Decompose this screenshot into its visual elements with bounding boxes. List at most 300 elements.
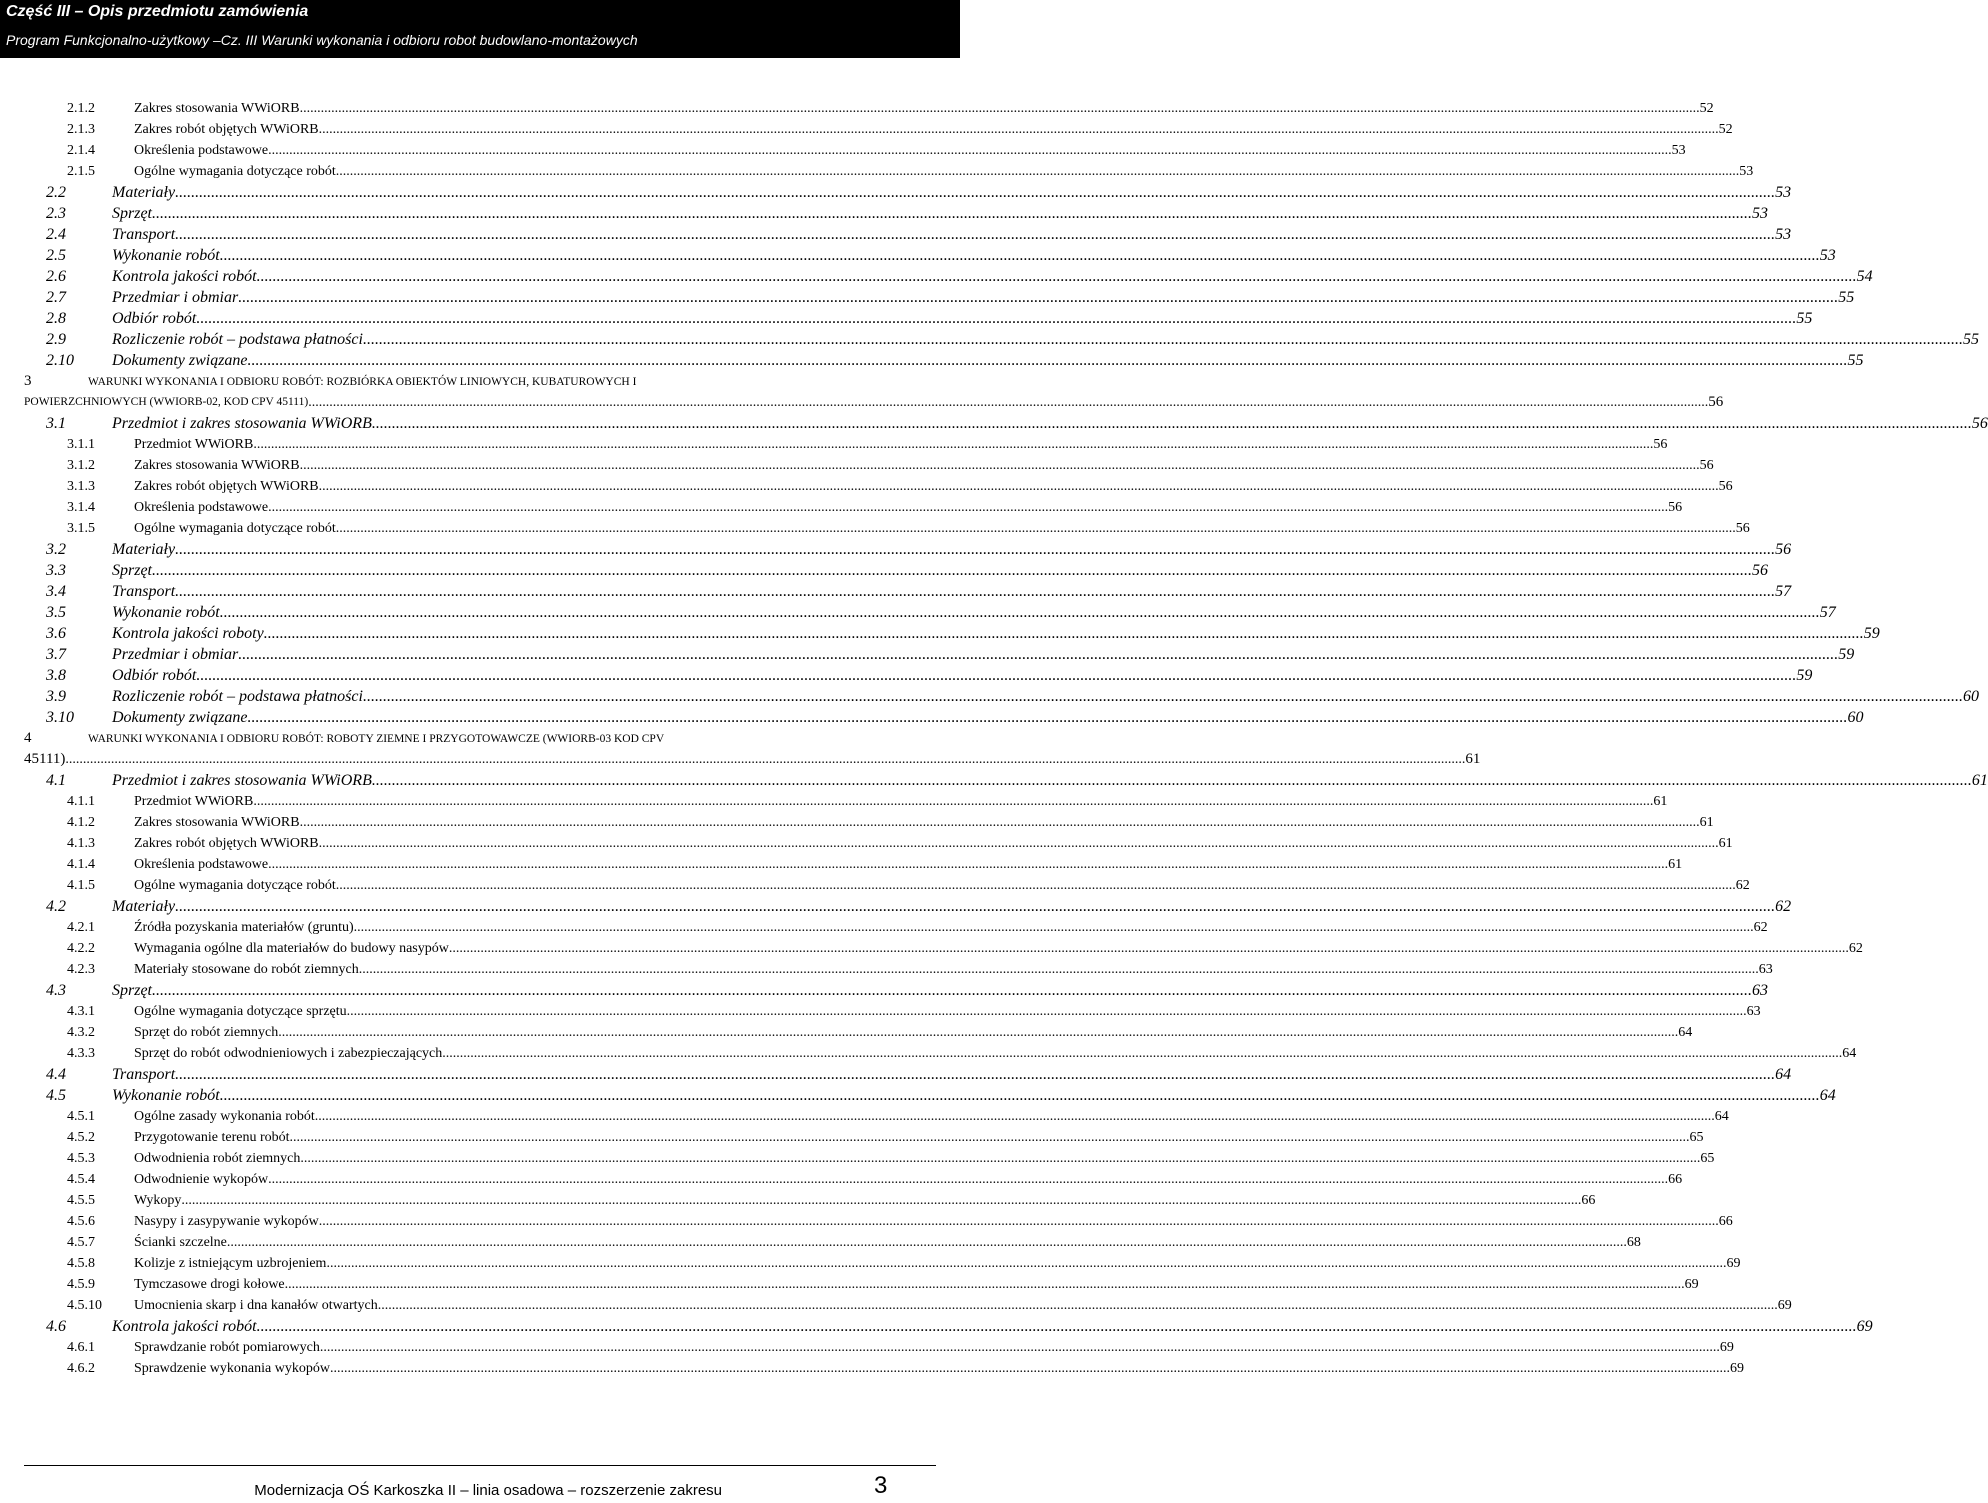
toc-entry-leader: ................................................................................................................................................................................................................................................................................................................................................................................................................ <box>278 1025 1679 1040</box>
toc-entry-page: 66 <box>1718 1214 1733 1229</box>
table-of-contents <box>0 98 1988 1379</box>
toc-entry-leader: ................................................................................................................................................................................................................................................................................................................................................................................................................ <box>346 1004 1747 1019</box>
toc-entry-text: Kontrola jakości robót <box>112 268 257 285</box>
toc-entry-leader: ................................................................................................................................................................................................................................................................................................................................................................................................................ <box>314 1109 1715 1124</box>
toc-entry-text: Rozliczenie robót – podstawa płatności <box>112 331 363 348</box>
toc-entry-text: Kolizje z istniejącym uzbrojeniem <box>134 1256 327 1271</box>
toc-entry-text: Ogólne zasady wykonania robót <box>134 1109 315 1124</box>
toc-entry-page: 63 <box>1746 1004 1761 1019</box>
toc-entry-text: Przygotowanie terenu robót <box>134 1130 290 1145</box>
toc-entry[interactable] <box>0 1253 1741 1274</box>
toc-entry-text: Kontrola jakości roboty <box>112 625 264 642</box>
toc-entry[interactable] <box>0 1127 1704 1148</box>
toc-entry-text: Sprzęt <box>112 562 152 579</box>
toc-entry-leader: ................................................................................................................................................................................................................................................................................................................................................................................................................ <box>65 752 1466 767</box>
toc-entry-text: Odbiór robót <box>112 310 197 327</box>
toc-entry-text: Przedmiar i obmiar <box>112 289 239 306</box>
toc-entry-text: Zakres robót objętych WWiORB <box>134 122 319 137</box>
toc-entry-page: 53 <box>1671 143 1686 158</box>
toc-entry[interactable] <box>0 980 1768 1001</box>
toc-entry[interactable] <box>0 413 1988 434</box>
toc-entry-number: 4.1.5 <box>67 878 95 893</box>
toc-entry[interactable] <box>0 182 1792 203</box>
toc-entry-page: 55 <box>1962 331 1979 348</box>
toc-entry-number: 4.5.10 <box>67 1298 102 1313</box>
toc-entry-text: Ogólne wymagania dotyczące sprzętu <box>134 1004 347 1019</box>
toc-entry[interactable] <box>0 770 1988 791</box>
toc-entry-page: 66 <box>1581 1193 1596 1208</box>
toc-entry-leader: ................................................................................................................................................................................................................................................................................................................................................................................................................ <box>284 1277 1685 1292</box>
toc-entry-text: Transport <box>112 583 176 600</box>
toc-entry-leader: ................................................................................................................................................................................................................................................................................................................................................................................................................ <box>196 667 1797 684</box>
toc-entry-text-continued: 45111) <box>24 751 66 767</box>
toc-entry-page: 53 <box>1819 247 1836 264</box>
toc-entry[interactable] <box>0 1106 1729 1127</box>
toc-entry-number: 2.1.3 <box>67 122 95 137</box>
toc-entry-number: 2.1.2 <box>67 101 95 116</box>
toc-entry-page: 55 <box>1796 310 1813 327</box>
toc-entry-text: Tymczasowe drogi kołowe <box>134 1277 285 1292</box>
toc-entry-page: 64 <box>1819 1087 1836 1104</box>
toc-entry[interactable] <box>0 119 1733 140</box>
toc-entry[interactable] <box>0 245 1836 266</box>
toc-entry-leader: ................................................................................................................................................................................................................................................................................................................................................................................................................ <box>268 500 1669 515</box>
toc-entry-number: 4.3 <box>46 982 66 999</box>
toc-entry-text: Materiały <box>112 898 176 915</box>
toc-entry-leader: ................................................................................................................................................................................................................................................................................................................................................................................................................ <box>329 1361 1730 1376</box>
toc-entry-page: 65 <box>1700 1151 1715 1166</box>
toc-entry-page: 64 <box>1842 1046 1857 1061</box>
toc-entry-leader: ................................................................................................................................................................................................................................................................................................................................................................................................................ <box>335 878 1736 893</box>
toc-entry-text: Zakres robót objętych WWiORB <box>134 836 319 851</box>
toc-entry-leader: ................................................................................................................................................................................................................................................................................................................................................................................................................ <box>362 331 1963 348</box>
toc-entry-number: 2.8 <box>46 310 66 327</box>
toc-entry-page: 64 <box>1714 1109 1729 1124</box>
toc-entry-text: Sprzęt do robót odwodnieniowych i zabezpieczających <box>134 1046 443 1061</box>
toc-entry[interactable] <box>0 518 1750 539</box>
toc-entry[interactable] <box>0 959 1773 980</box>
toc-entry-number: 4.5.1 <box>67 1109 95 1124</box>
toc-entry-number: 4.5.2 <box>67 1130 95 1145</box>
toc-entry-leader: ................................................................................................................................................................................................................................................................................................................................................................................................................ <box>318 1214 1719 1229</box>
toc-entry-page: 52 <box>1699 101 1714 116</box>
toc-entry-text: Wykonanie robót <box>112 604 220 621</box>
toc-entry[interactable] <box>0 917 1768 938</box>
toc-entry-number: 3.7 <box>46 646 66 663</box>
toc-entry-page: 59 <box>1796 667 1813 684</box>
toc-entry[interactable] <box>0 1190 1596 1211</box>
toc-entry-number: 2.3 <box>46 205 66 222</box>
toc-entry-text: Materiały <box>112 184 176 201</box>
toc-entry-text: Określenia podstawowe <box>134 857 269 872</box>
toc-entry-leader: ................................................................................................................................................................................................................................................................................................................................................................................................................ <box>238 646 1839 663</box>
toc-entry-text: Dokumenty związane <box>112 352 248 369</box>
toc-entry-page: 52 <box>1718 122 1733 137</box>
toc-entry-text: Przedmiot i zakres stosowania WWiORB <box>112 415 372 432</box>
toc-entry-leader: ................................................................................................................................................................................................................................................................................................................................................................................................................ <box>358 962 1759 977</box>
toc-entry-number: 4.6.2 <box>67 1361 95 1376</box>
toc-entry-number: 3.8 <box>46 667 66 684</box>
toc-entry-number: 4.3.1 <box>67 1004 95 1019</box>
toc-entry-number: 2.4 <box>46 226 66 243</box>
toc-entry-text: Transport <box>112 226 176 243</box>
toc-entry-text: Odwodnienie wykopów <box>134 1172 269 1187</box>
toc-entry-text: Wymagania ogólne dla materiałów do budowy nasypów <box>134 941 449 956</box>
toc-entry-number: 3.1.4 <box>67 500 95 515</box>
toc-entry-page: 56 <box>1653 437 1668 452</box>
toc-entry-number: 4.6 <box>46 1318 66 1335</box>
toc-entry-page: 61 <box>1971 772 1988 789</box>
toc-entry-number: 4.1.3 <box>67 836 95 851</box>
toc-entry-page: 60 <box>1962 688 1979 705</box>
toc-entry[interactable] <box>0 896 1792 917</box>
toc-entry-leader: ................................................................................................................................................................................................................................................................................................................................................................................................................ <box>271 143 1672 158</box>
toc-entry-number: 2.5 <box>46 247 66 264</box>
toc-entry-page: 61 <box>1653 794 1668 809</box>
toc-entry-page: 62 <box>1753 920 1768 935</box>
toc-entry-text: Przedmiot WWiORB <box>134 437 254 452</box>
toc-entry-leader: ................................................................................................................................................................................................................................................................................................................................................................................................................ <box>300 1151 1701 1166</box>
toc-entry-leader: ................................................................................................................................................................................................................................................................................................................................................................................................................ <box>308 395 1709 410</box>
toc-entry-text: Transport <box>112 1066 176 1083</box>
toc-entry[interactable] <box>0 161 1754 182</box>
toc-entry-leader: ................................................................................................................................................................................................................................................................................................................................................................................................................ <box>371 772 1972 789</box>
toc-entry[interactable] <box>0 728 1481 770</box>
toc-entry-number: 3 <box>24 373 32 389</box>
toc-entry-leader: ................................................................................................................................................................................................................................................................................................................................................................................................................ <box>219 247 1820 264</box>
toc-entry-leader: ................................................................................................................................................................................................................................................................................................................................................................................................................ <box>299 815 1700 830</box>
toc-entry-text: Zakres stosowania WWiORB <box>134 101 300 116</box>
toc-entry-text: Sprawdzanie robót pomiarowych <box>134 1340 320 1355</box>
toc-entry-page: 66 <box>1668 1172 1683 1187</box>
toc-entry[interactable] <box>0 224 1792 245</box>
toc-entry-leader: ................................................................................................................................................................................................................................................................................................................................................................................................................ <box>175 226 1776 243</box>
toc-entry-page: 62 <box>1735 878 1750 893</box>
toc-entry-text: Wykonanie robót <box>112 247 220 264</box>
toc-entry[interactable] <box>0 539 1792 560</box>
toc-entry-page: 59 <box>1838 646 1855 663</box>
toc-entry-number: 4.5.9 <box>67 1277 95 1292</box>
toc-entry[interactable] <box>0 203 1768 224</box>
toc-entry-leader: ................................................................................................................................................................................................................................................................................................................................................................................................................ <box>362 688 1963 705</box>
toc-entry-page: 53 <box>1775 226 1792 243</box>
toc-entry-number: 3.6 <box>46 625 66 642</box>
header-subtitle: Program Funkcjonalno-użytkowy –Cz. III Warunki wykonania i odbioru robot budowlano-montażowych <box>6 32 638 48</box>
toc-entry-number: 4.3.2 <box>67 1025 95 1040</box>
toc-entry-number: 2.10 <box>46 352 74 369</box>
toc-entry-number: 2.2 <box>46 184 66 201</box>
toc-entry-leader: ................................................................................................................................................................................................................................................................................................................................................................................................................ <box>339 164 1740 179</box>
toc-entry[interactable] <box>0 1064 1792 1085</box>
toc-entry-leader: ................................................................................................................................................................................................................................................................................................................................................................................................................ <box>152 562 1752 579</box>
toc-entry-text: Kontrola jakości robót <box>112 1318 257 1335</box>
toc-entry-page: 55 <box>1838 289 1855 306</box>
toc-entry-page: 57 <box>1819 604 1836 621</box>
toc-entry-number: 4.2.3 <box>67 962 95 977</box>
toc-entry-leader: ................................................................................................................................................................................................................................................................................................................................................................................................................ <box>175 1066 1776 1083</box>
toc-entry[interactable] <box>0 791 1668 812</box>
toc-entry[interactable] <box>0 329 1979 350</box>
toc-entry-leader: ................................................................................................................................................................................................................................................................................................................................................................................................................ <box>181 1193 1582 1208</box>
toc-entry-text: Ogólne wymagania dotyczące robót <box>134 878 336 893</box>
toc-entry[interactable] <box>0 623 1880 644</box>
toc-entry-number: 2.1.5 <box>67 164 95 179</box>
toc-entry-number: 4.1.4 <box>67 857 95 872</box>
toc-entry-text: Ogólne wymagania dotyczące robót <box>134 521 336 536</box>
toc-entry[interactable] <box>0 812 1714 833</box>
toc-entry-leader: ................................................................................................................................................................................................................................................................................................................................................................................................................ <box>247 709 1848 726</box>
toc-entry-leader: ................................................................................................................................................................................................................................................................................................................................................................................................................ <box>268 857 1669 872</box>
toc-entry-page: 69 <box>1719 1340 1734 1355</box>
toc-entry-leader: ................................................................................................................................................................................................................................................................................................................................................................................................................ <box>299 458 1700 473</box>
footer-rule <box>24 1465 936 1466</box>
toc-entry-page: 56 <box>1775 541 1792 558</box>
toc-entry-leader: ................................................................................................................................................................................................................................................................................................................................................................................................................ <box>256 1318 1857 1335</box>
toc-entry[interactable] <box>0 434 1668 455</box>
toc-entry-number: 4.1.1 <box>67 794 95 809</box>
toc-entry-number: 4 <box>24 730 32 746</box>
toc-entry-number: 4.1 <box>46 772 66 789</box>
toc-entry-text: Ścianki szczelne <box>134 1235 227 1250</box>
toc-entry-leader: ................................................................................................................................................................................................................................................................................................................................................................................................................ <box>326 1256 1727 1271</box>
toc-entry[interactable] <box>0 371 1724 413</box>
toc-entry-text: Materiały <box>112 541 176 558</box>
toc-entry[interactable] <box>0 1337 1734 1358</box>
toc-entry[interactable] <box>0 875 1750 896</box>
toc-entry-number: 3.3 <box>46 562 66 579</box>
toc-entry-text: Sprzęt do robót ziemnych <box>134 1025 279 1040</box>
toc-entry-number: 3.5 <box>46 604 66 621</box>
toc-entry-text: Ogólne wymagania dotyczące robót. <box>134 164 340 179</box>
toc-entry-leader: ................................................................................................................................................................................................................................................................................................................................................................................................................ <box>196 310 1797 327</box>
toc-entry-heading-line1 <box>24 371 636 393</box>
toc-entry-number: 3.1.2 <box>67 458 95 473</box>
toc-entry-text: Dokumenty związane <box>112 709 248 726</box>
toc-entry[interactable] <box>0 98 1714 119</box>
toc-entry-heading-line1 <box>24 728 664 750</box>
toc-entry-leader: ................................................................................................................................................................................................................................................................................................................................................................................................................ <box>319 1340 1720 1355</box>
toc-entry-text: WARUNKI WYKONANIA I ODBIORU ROBÓT: ROBOTY ZIEMNE I PRZYGOTOWAWCZE (WWIORB-03 KOD CPV <box>88 733 665 745</box>
toc-entry-number: 4.5.7 <box>67 1235 95 1250</box>
toc-entry-number: 3.1.1 <box>67 437 95 452</box>
toc-entry-number: 3.10 <box>46 709 74 726</box>
toc-entry-page: 61 <box>1465 751 1481 767</box>
toc-entry[interactable] <box>0 854 1683 875</box>
toc-entry-number: 3.2 <box>46 541 66 558</box>
toc-entry-leader: ................................................................................................................................................................................................................................................................................................................................................................................................................ <box>377 1298 1778 1313</box>
toc-entry-number: 4.5.3 <box>67 1151 95 1166</box>
toc-entry-number: 4.4 <box>46 1066 66 1083</box>
toc-entry-text: Sprzęt <box>112 982 152 999</box>
toc-entry[interactable] <box>0 1085 1836 1106</box>
toc-entry-number: 2.1.4 <box>67 143 95 158</box>
toc-entry-leader: ................................................................................................................................................................................................................................................................................................................................................................................................................ <box>353 920 1754 935</box>
toc-entry-text: Materiały stosowane do robót ziemnych <box>134 962 359 977</box>
toc-entry[interactable] <box>0 1148 1715 1169</box>
toc-entry-page: 69 <box>1684 1277 1699 1292</box>
toc-entry-leader: ................................................................................................................................................................................................................................................................................................................................................................................................................ <box>448 941 1849 956</box>
toc-entry-page: 62 <box>1775 898 1792 915</box>
toc-entry[interactable] <box>0 266 1873 287</box>
toc-entry[interactable] <box>0 287 1855 308</box>
toc-entry-page: 62 <box>1848 941 1863 956</box>
toc-entry-text: Określenia podstawowe. <box>134 143 272 158</box>
document-header <box>0 0 960 58</box>
toc-entry-leader: ................................................................................................................................................................................................................................................................................................................................................................................................................ <box>256 268 1857 285</box>
toc-entry[interactable] <box>0 1295 1792 1316</box>
toc-entry-leader: ................................................................................................................................................................................................................................................................................................................................................................................................................ <box>238 289 1839 306</box>
toc-entry[interactable] <box>0 644 1855 665</box>
toc-entry[interactable] <box>0 455 1714 476</box>
toc-entry-page: 53 <box>1752 205 1768 222</box>
toc-entry-number: 4.5.6 <box>67 1214 95 1229</box>
toc-entry-page: 56 <box>1718 479 1733 494</box>
toc-entry-number: 4.3.3 <box>67 1046 95 1061</box>
toc-entry-page: 69 <box>1729 1361 1744 1376</box>
toc-entry-leader: ................................................................................................................................................................................................................................................................................................................................................................................................................ <box>318 479 1719 494</box>
toc-entry[interactable] <box>0 350 1864 371</box>
toc-entry-number: 2.7 <box>46 289 66 306</box>
toc-entry-number: 4.5.4 <box>67 1172 95 1187</box>
toc-entry-text: WARUNKI WYKONANIA I ODBIORU ROBÓT: ROZBIÓRKA OBIEKTÓW LINIOWYCH, KUBATUROWYCH I <box>88 376 637 388</box>
toc-entry[interactable] <box>0 560 1768 581</box>
toc-entry-leader: ................................................................................................................................................................................................................................................................................................................................................................................................................ <box>175 898 1776 915</box>
toc-entry-text: Przedmiot i zakres stosowania WWiORB <box>112 772 372 789</box>
toc-entry-number: 4.6.1 <box>67 1340 95 1355</box>
toc-entry-heading-line2 <box>24 749 1481 770</box>
toc-entry[interactable] <box>0 833 1733 854</box>
toc-entry-leader: ................................................................................................................................................................................................................................................................................................................................................................................................................ <box>219 604 1820 621</box>
toc-entry-page: 56 <box>1699 458 1714 473</box>
toc-entry[interactable] <box>0 1169 1683 1190</box>
toc-entry-text: Zakres robót objętych WWiORB <box>134 479 319 494</box>
toc-entry-page: 65 <box>1689 1130 1704 1145</box>
toc-entry-number: 3.1.3 <box>67 479 95 494</box>
toc-entry-number: 4.2 <box>46 898 66 915</box>
toc-entry-number: 3.1 <box>46 415 66 432</box>
toc-entry-page: 63 <box>1752 982 1768 999</box>
toc-entry-leader: ................................................................................................................................................................................................................................................................................................................................................................................................................ <box>152 205 1752 222</box>
toc-entry-leader: ................................................................................................................................................................................................................................................................................................................................................................................................................ <box>175 541 1776 558</box>
toc-entry-text: Nasypy i zasypywanie wykopów <box>134 1214 319 1229</box>
toc-entry[interactable] <box>0 686 1979 707</box>
toc-entry-leader: ................................................................................................................................................................................................................................................................................................................................................................................................................ <box>219 1087 1820 1104</box>
toc-entry-page: 54 <box>1856 268 1873 285</box>
toc-entry-number: 4.2.2 <box>67 941 95 956</box>
toc-entry-text: Sprawdzenie wykonania wykopów <box>134 1361 330 1376</box>
toc-entry[interactable] <box>0 581 1792 602</box>
toc-entry-page: 56 <box>1668 500 1683 515</box>
toc-entry-page: 55 <box>1847 352 1864 369</box>
toc-entry-number: 4.1.2 <box>67 815 95 830</box>
toc-entry-heading-line2 <box>24 392 1724 413</box>
toc-entry[interactable] <box>0 602 1836 623</box>
toc-entry-text: Odbiór robót <box>112 667 197 684</box>
toc-entry-page: 56 <box>1971 415 1988 432</box>
toc-entry-number: 2.6 <box>46 268 66 285</box>
toc-entry[interactable] <box>0 1316 1873 1337</box>
toc-entry[interactable] <box>0 476 1733 497</box>
toc-entry-number: 4.5 <box>46 1087 66 1104</box>
toc-entry-page: 61 <box>1699 815 1714 830</box>
toc-entry-page: 64 <box>1775 1066 1792 1083</box>
toc-entry-text: Zakres stosowania WWiORB <box>134 458 300 473</box>
toc-entry-text: Wykopy <box>134 1193 182 1208</box>
toc-entry[interactable] <box>0 938 1863 959</box>
toc-entry-number: 3.1.5 <box>67 521 95 536</box>
toc-entry-text: Przedmiar i obmiar <box>112 646 239 663</box>
toc-entry[interactable] <box>0 707 1864 728</box>
toc-entry-page: 59 <box>1863 625 1880 642</box>
toc-entry-number: 3.9 <box>46 688 66 705</box>
toc-entry[interactable] <box>0 140 1686 161</box>
toc-entry-leader: ................................................................................................................................................................................................................................................................................................................................................................................................................ <box>318 836 1719 851</box>
toc-entry[interactable] <box>0 1211 1733 1232</box>
toc-entry[interactable] <box>0 1358 1744 1379</box>
toc-entry-text: Źródła pozyskania materiałów (gruntu) <box>134 920 354 935</box>
footer-page-number: 3 <box>874 1472 888 1499</box>
toc-entry-page: 69 <box>1726 1256 1741 1271</box>
footer-text: Modernizacja OŚ Karkoszka II – linia osadowa – rozszerzenie zakresu <box>254 1482 722 1499</box>
toc-entry-leader: ................................................................................................................................................................................................................................................................................................................................................................................................................ <box>371 415 1972 432</box>
toc-entry-page: 63 <box>1758 962 1773 977</box>
toc-entry-leader: ................................................................................................................................................................................................................................................................................................................................................................................................................ <box>442 1046 1843 1061</box>
toc-entry[interactable] <box>0 1022 1693 1043</box>
toc-entry[interactable] <box>0 1043 1857 1064</box>
toc-entry-page: 56 <box>1708 394 1724 410</box>
toc-entry-page: 61 <box>1718 836 1733 851</box>
toc-entry-page: 56 <box>1735 521 1750 536</box>
toc-entry-page: 69 <box>1856 1318 1873 1335</box>
toc-entry[interactable] <box>0 1274 1699 1295</box>
toc-entry-text: Sprzęt <box>112 205 152 222</box>
toc-entry[interactable] <box>0 308 1813 329</box>
toc-entry-text: Rozliczenie robót – podstawa płatności <box>112 688 363 705</box>
toc-entry-text-continued: POWIERZCHNIOWYCH (WWIORB-02, KOD CPV 45111) <box>24 396 309 408</box>
toc-entry-leader: ................................................................................................................................................................................................................................................................................................................................................................................................................ <box>299 101 1700 116</box>
toc-entry-text: Przedmiot WWiORB <box>134 794 254 809</box>
toc-entry-text: Wykonanie robót <box>112 1087 220 1104</box>
toc-entry-number: 4.5.8 <box>67 1256 95 1271</box>
toc-entry[interactable] <box>0 1001 1761 1022</box>
toc-entry-leader: ................................................................................................................................................................................................................................................................................................................................................................................................................ <box>175 583 1776 600</box>
toc-entry-page: 60 <box>1847 709 1864 726</box>
toc-entry-page: 64 <box>1678 1025 1693 1040</box>
toc-entry[interactable] <box>0 1232 1641 1253</box>
toc-entry-number: 4.2.1 <box>67 920 95 935</box>
toc-entry-leader: ................................................................................................................................................................................................................................................................................................................................................................................................................ <box>289 1130 1690 1145</box>
toc-entry-leader: ................................................................................................................................................................................................................................................................................................................................................................................................................ <box>253 437 1654 452</box>
toc-entry-text: Odwodnienia robót ziemnych <box>134 1151 301 1166</box>
toc-entry-leader: ................................................................................................................................................................................................................................................................................................................................................................................................................ <box>263 625 1864 642</box>
toc-entry[interactable] <box>0 665 1813 686</box>
toc-entry-page: 61 <box>1668 857 1683 872</box>
toc-entry-page: 69 <box>1777 1298 1792 1313</box>
document-footer <box>0 1465 960 1503</box>
toc-entry-leader: ................................................................................................................................................................................................................................................................................................................................................................................................................ <box>175 184 1776 201</box>
toc-entry-leader: ................................................................................................................................................................................................................................................................................................................................................................................................................ <box>318 122 1719 137</box>
toc-entry-leader: ................................................................................................................................................................................................................................................................................................................................................................................................................ <box>335 521 1736 536</box>
toc-entry-number: 4.5.5 <box>67 1193 95 1208</box>
toc-entry-leader: ................................................................................................................................................................................................................................................................................................................................................................................................................ <box>226 1235 1627 1250</box>
toc-entry-page: 56 <box>1752 562 1768 579</box>
toc-entry-text: Umocnienia skarp i dna kanałów otwartych <box>134 1298 378 1313</box>
header-title: Część III – Opis przedmiotu zamówienia <box>6 3 309 20</box>
toc-entry-number: 3.4 <box>46 583 66 600</box>
toc-entry[interactable] <box>0 497 1683 518</box>
toc-entry-page: 57 <box>1775 583 1792 600</box>
toc-entry-number: 2.9 <box>46 331 66 348</box>
